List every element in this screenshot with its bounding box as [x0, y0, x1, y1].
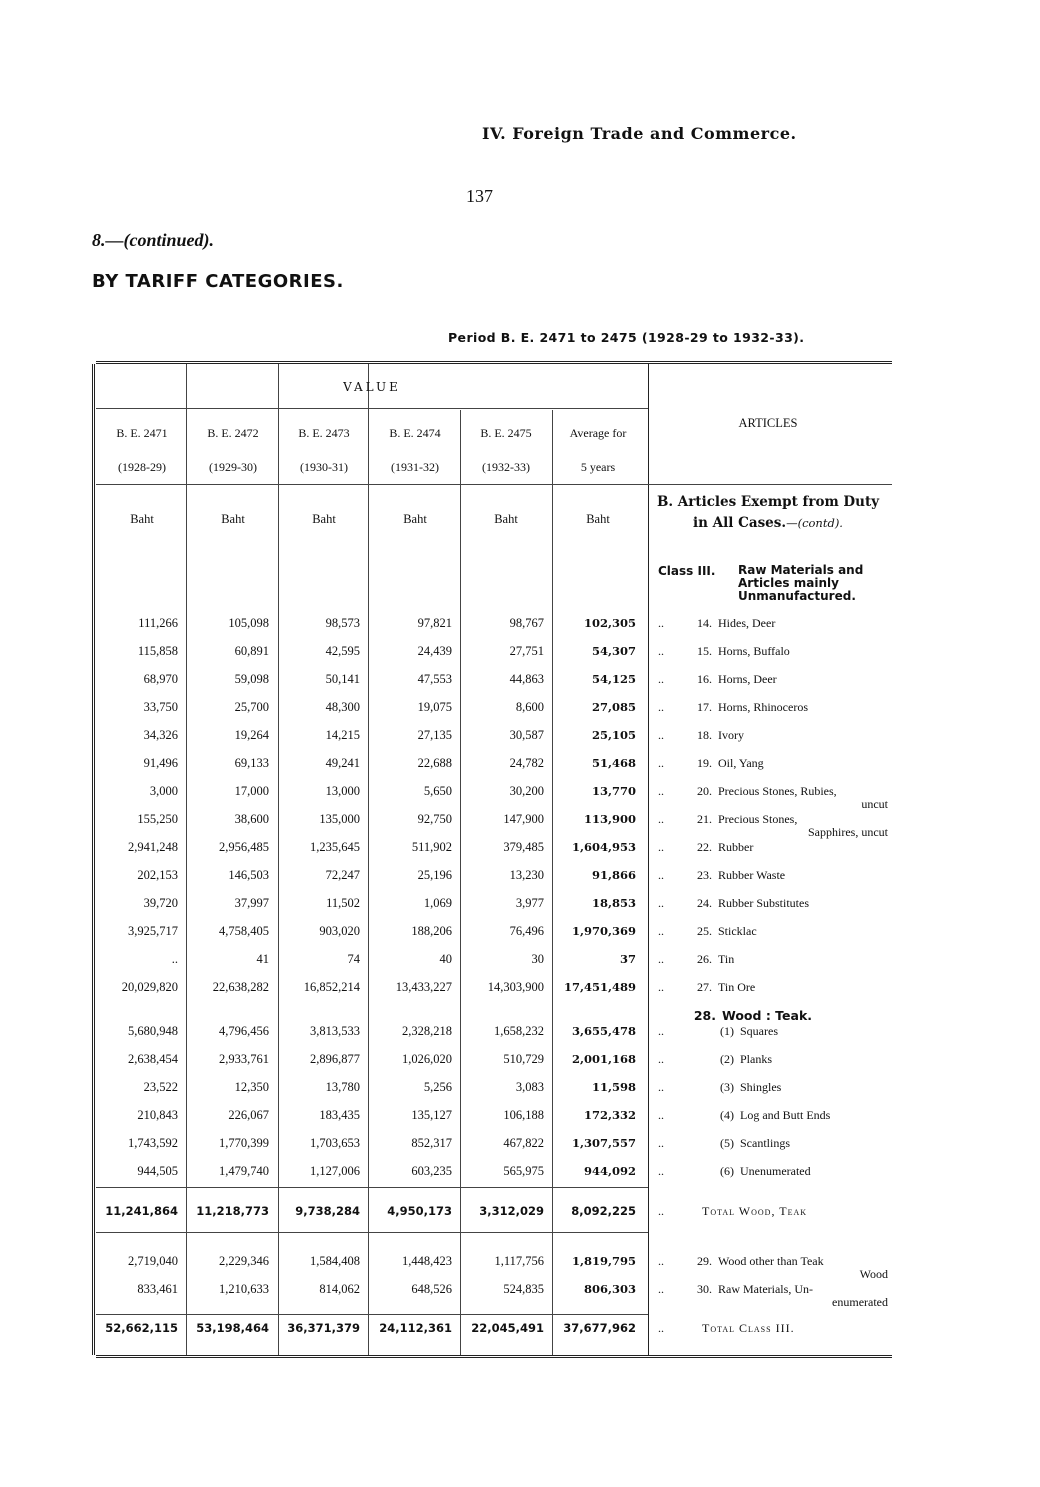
table-row [96, 896, 892, 916]
value-cell: 833,461 [137, 1282, 178, 1296]
value-cell: 48,300 [325, 700, 360, 714]
leader-dots: .. [658, 1024, 664, 1038]
value-cell: 903,020 [319, 924, 360, 938]
value-cell: 524,835 [503, 1282, 544, 1296]
value-cell: 40 [439, 952, 452, 966]
average-cell: 25,105 [591, 728, 636, 742]
article-name: Total Class III. [702, 1321, 795, 1335]
value-cell: 2,941,248 [128, 840, 178, 854]
value-cell: 226,067 [228, 1108, 269, 1122]
value-cell: 9,738,284 [295, 1204, 360, 1218]
leader-dots: .. [658, 728, 664, 742]
average-cell: 102,305 [583, 616, 636, 630]
value-cell: 22,638,282 [212, 980, 269, 994]
table-row [96, 952, 892, 972]
value-cell: 1,127,006 [310, 1164, 360, 1178]
article-number: (1) [720, 1024, 734, 1038]
value-cell: 23,522 [143, 1080, 178, 1094]
value-cell: 24,782 [509, 756, 544, 770]
value-cell: 648,526 [411, 1282, 452, 1296]
leader-dots: .. [658, 924, 664, 938]
article-label [702, 1204, 910, 1219]
table-row [96, 1024, 892, 1044]
article-name-cont: uncut [861, 797, 888, 811]
leader-dots: .. [658, 952, 664, 966]
article-name: Ivory [718, 728, 744, 742]
table-row [96, 1164, 892, 1184]
value-cell: 1,743,592 [128, 1136, 178, 1150]
table-row [96, 1052, 892, 1072]
section-heading: IV. Foreign Trade and Commerce. [482, 124, 797, 143]
value-cell: 1,069 [423, 896, 452, 910]
unit-label: Baht [130, 512, 154, 526]
article-name-cont: enumerated [832, 1295, 888, 1309]
article-name: Squares [740, 1024, 778, 1038]
value-cell: 814,062 [319, 1282, 360, 1296]
value-cell: 1,026,020 [402, 1052, 452, 1066]
value-cell: 42,595 [325, 644, 360, 658]
average-cell: 8,092,225 [571, 1204, 636, 1218]
value-cell: 2,719,040 [128, 1254, 178, 1268]
leader-dots: .. [658, 1052, 664, 1066]
article-number: (4) [720, 1108, 734, 1122]
trade-table [96, 361, 892, 1358]
value-cell: 1,479,740 [219, 1164, 269, 1178]
value-cell: 34,326 [143, 728, 178, 742]
subtitle: BY TARIFF CATEGORIES. [92, 271, 344, 292]
value-cell: 147,900 [503, 812, 544, 826]
table-row [96, 1254, 892, 1281]
value-cell: 155,250 [137, 812, 178, 826]
leader-dots: .. [658, 616, 664, 630]
leader-dots: .. [658, 1204, 664, 1218]
value-cell: 1,235,645 [310, 840, 360, 854]
value-cell: .. [171, 952, 178, 966]
value-cell: 111,266 [138, 616, 178, 630]
articles-title: ARTICLES [738, 416, 798, 430]
leader-dots: .. [658, 980, 664, 994]
article-label [680, 1254, 888, 1282]
article-name: Horns, Buffalo [718, 644, 790, 658]
article-number: 28. [693, 1008, 716, 1023]
value-cell: 20,029,820 [121, 980, 178, 994]
article-label [680, 980, 888, 995]
article-number: 27. [697, 980, 712, 994]
value-cell: 76,496 [509, 924, 544, 938]
leader-dots: .. [658, 896, 664, 910]
value-cell: 24,112,361 [379, 1321, 452, 1335]
value-cell: 25,196 [417, 868, 452, 882]
value-cell: 4,796,456 [219, 1024, 269, 1038]
value-cell: 5,680,948 [128, 1024, 178, 1038]
value-cell: 39,720 [143, 896, 178, 910]
article-label [680, 644, 888, 659]
article-number: 23. [697, 868, 712, 882]
article-number: 30. [697, 1282, 712, 1296]
article-label [680, 616, 888, 631]
value-cell: 44,863 [509, 672, 544, 686]
value-cell: 53,198,464 [196, 1321, 269, 1335]
table-row [96, 868, 892, 888]
value-cell: 14,303,900 [487, 980, 544, 994]
article-name: Rubber Substitutes [718, 896, 810, 910]
value-cell: 1,584,408 [310, 1254, 360, 1268]
article-label [716, 1024, 924, 1039]
article-number: 18. [697, 728, 712, 742]
article-name: Scantlings [740, 1136, 790, 1150]
value-cell: 49,241 [325, 756, 360, 770]
total-rule [96, 1232, 648, 1233]
article-name: Hides, Deer [718, 616, 776, 630]
value-cell: 13,230 [509, 868, 544, 882]
table-row [96, 924, 892, 944]
class-label: Class III. [658, 564, 716, 578]
average-cell: 3,655,478 [571, 1024, 636, 1038]
leader-dots: .. [658, 700, 664, 714]
value-cell: 2,896,877 [310, 1052, 360, 1066]
value-cell: 74 [347, 952, 360, 966]
value-cell: 1,448,423 [402, 1254, 452, 1268]
value-cell: 72,247 [325, 868, 360, 882]
total-rule [96, 1187, 648, 1188]
article-number: 16. [697, 672, 712, 686]
average-cell: 27,085 [591, 700, 636, 714]
value-cell: 11,218,773 [196, 1204, 269, 1218]
average-cell: 1,604,953 [571, 840, 636, 854]
value-cell: 511,902 [411, 840, 452, 854]
value-cell: 188,206 [411, 924, 452, 938]
leader-dots: .. [658, 840, 664, 854]
article-number: 24. [697, 896, 712, 910]
value-cell: 60,891 [234, 644, 269, 658]
value-cell: 603,235 [411, 1164, 452, 1178]
value-cell: 41 [256, 952, 269, 966]
value-cell: 30,587 [509, 728, 544, 742]
total-rule [96, 1314, 648, 1315]
value-cell: 135,127 [411, 1108, 452, 1122]
article-label [680, 700, 888, 715]
value-cell: 52,662,115 [105, 1321, 178, 1335]
value-cell: 3,083 [515, 1080, 544, 1094]
average-cell: 2,001,168 [571, 1052, 636, 1066]
table-row [96, 980, 892, 1000]
average-cell: 172,332 [583, 1108, 636, 1122]
table-row [96, 616, 892, 636]
value-cell: 68,970 [143, 672, 178, 686]
value-cell: 105,098 [228, 616, 269, 630]
leader-dots: .. [658, 756, 664, 770]
value-cell: 12,350 [234, 1080, 269, 1094]
value-cell: 115,858 [137, 644, 178, 658]
article-name: Planks [740, 1052, 773, 1066]
article-name: Oil, Yang [718, 756, 764, 770]
total-row [96, 1204, 892, 1224]
column-header: B. E. 2471 (1928-29) [116, 426, 168, 474]
average-cell: 1,970,369 [571, 924, 636, 938]
article-number: 21. [697, 812, 712, 826]
average-cell: 944,092 [583, 1164, 636, 1178]
article-name: Precious Stones, [718, 812, 798, 826]
table-row [96, 644, 892, 664]
article-label [680, 784, 888, 812]
article-name-cont: Sapphires, uncut [808, 825, 888, 839]
value-cell: 467,822 [503, 1136, 544, 1150]
article-label [702, 1321, 910, 1336]
table-row [96, 812, 892, 839]
value-cell: 47,553 [417, 672, 452, 686]
value-cell: 852,317 [411, 1136, 452, 1150]
value-cell: 135,000 [319, 812, 360, 826]
article-number: 14. [697, 616, 712, 630]
value-cell: 106,188 [503, 1108, 544, 1122]
unit-label: Baht [312, 512, 336, 526]
article-label [716, 1052, 924, 1067]
average-cell: 13,770 [591, 784, 636, 798]
value-cell: 4,950,173 [387, 1204, 452, 1218]
article-label [680, 672, 888, 687]
leader-dots: .. [658, 644, 664, 658]
article-number: 17. [697, 700, 712, 714]
article-label [680, 896, 888, 911]
leader-dots: .. [658, 1254, 664, 1268]
article-label [680, 756, 888, 771]
value-cell: 14,215 [325, 728, 360, 742]
page-number: 137 [466, 186, 493, 206]
value-cell: 30,200 [509, 784, 544, 798]
value-cell: 3,977 [515, 896, 544, 910]
value-cell: 944,505 [137, 1164, 178, 1178]
table-row [96, 756, 892, 776]
article-number: (5) [720, 1136, 734, 1150]
class-description: Raw Materials and Articles mainly Unmanufactured. [738, 563, 864, 603]
article-name: Unenumerated [740, 1164, 811, 1178]
value-cell: 22,688 [417, 756, 452, 770]
article-label [680, 1282, 888, 1310]
table-row [96, 1080, 892, 1100]
average-cell: 17,451,489 [563, 980, 636, 994]
article-name: Sticklac [718, 924, 757, 938]
section-b-heading: B. Articles Exempt from Duty in All Cases.—(contd). [656, 494, 880, 531]
average-cell: 37,677,962 [563, 1321, 636, 1335]
article-name: Rubber Waste [718, 868, 786, 882]
unit-label: Baht [221, 512, 245, 526]
leader-dots: .. [658, 1080, 664, 1094]
table-outer-border [92, 364, 95, 1355]
value-cell: 3,813,533 [310, 1024, 360, 1038]
leader-dots: .. [658, 868, 664, 882]
article-name: Shingles [740, 1080, 782, 1094]
article-name: Total Wood, Teak [702, 1204, 808, 1218]
value-cell: 4,758,405 [219, 924, 269, 938]
average-cell: 1,307,557 [571, 1136, 636, 1150]
unit-label: Baht [403, 512, 427, 526]
average-cell: 11,598 [591, 1080, 636, 1094]
value-cell: 38,600 [234, 812, 269, 826]
value-cell: 11,502 [326, 896, 360, 910]
value-cell: 2,328,218 [402, 1024, 452, 1038]
value-cell: 3,000 [149, 784, 178, 798]
article-name: Horns, Rhinoceros [718, 700, 808, 714]
article-name: Tin [718, 952, 735, 966]
value-cell: 22,045,491 [471, 1321, 544, 1335]
column-header: B. E. 2472 (1929-30) [207, 426, 259, 474]
value-cell: 2,933,761 [219, 1052, 269, 1066]
article-name: Tin Ore [718, 980, 756, 994]
value-cell: 5,650 [423, 784, 452, 798]
article-number: 15. [697, 644, 712, 658]
article-name: Raw Materials, Un- [718, 1282, 813, 1296]
value-cell: 16,852,214 [303, 980, 360, 994]
table-row [96, 700, 892, 720]
average-cell: 113,900 [583, 812, 636, 826]
average-cell: 54,307 [591, 644, 636, 658]
value-cell: 17,000 [234, 784, 269, 798]
table-row [96, 1136, 892, 1156]
table-row [96, 1108, 892, 1128]
average-cell: 51,468 [591, 756, 636, 770]
value-cell: 5,256 [423, 1080, 452, 1094]
value-title: VALUE [343, 380, 401, 394]
value-cell: 50,141 [325, 672, 360, 686]
value-cell: 510,729 [503, 1052, 544, 1066]
value-cell: 379,485 [503, 840, 544, 854]
value-cell: 3,312,029 [479, 1204, 544, 1218]
value-cell: 30 [531, 952, 544, 966]
leader-dots: .. [658, 784, 664, 798]
table-row [96, 840, 892, 860]
value-cell: 183,435 [319, 1108, 360, 1122]
value-cell: 92,750 [417, 812, 452, 826]
article-label [716, 1108, 924, 1123]
average-cell: 37 [619, 952, 636, 966]
table-row [96, 728, 892, 748]
value-cell: 25,700 [234, 700, 269, 714]
header-rule [96, 484, 892, 485]
value-cell: 36,371,379 [287, 1321, 360, 1335]
article-number: 20. [697, 784, 712, 798]
article-name: Rubber [718, 840, 754, 854]
article-name: Wood other than Teak [718, 1254, 824, 1268]
unit-label: Baht [586, 512, 610, 526]
value-cell: 97,821 [417, 616, 452, 630]
value-cell: 19,264 [234, 728, 269, 742]
value-cell: 59,098 [234, 672, 269, 686]
value-cell: 24,439 [417, 644, 452, 658]
article-number: 29. [697, 1254, 712, 1268]
article-label [716, 1164, 924, 1179]
leader-dots: .. [658, 812, 664, 826]
value-cell: 1,210,633 [219, 1282, 269, 1296]
value-cell: 98,767 [509, 616, 544, 630]
article-label [680, 840, 888, 855]
value-cell: 27,751 [509, 644, 544, 658]
value-cell: 13,000 [325, 784, 360, 798]
value-cell: 1,703,653 [310, 1136, 360, 1150]
article-name: Wood : Teak. [722, 1008, 813, 1023]
value-cell: 146,503 [228, 868, 269, 882]
value-cell: 1,117,756 [494, 1254, 544, 1268]
average-cell: 18,853 [591, 896, 636, 910]
article-number: 25. [697, 924, 712, 938]
article-label [680, 812, 888, 840]
article-number: (3) [720, 1080, 734, 1094]
value-cell: 3,925,717 [128, 924, 178, 938]
total-row [96, 1321, 892, 1341]
leader-dots: .. [658, 1108, 664, 1122]
value-cell: 11,241,864 [105, 1204, 178, 1218]
leader-dots: .. [658, 1136, 664, 1150]
article-number: 26. [697, 952, 712, 966]
average-cell: 1,819,795 [571, 1254, 636, 1268]
value-cell: 8,600 [515, 700, 544, 714]
column-header: B. E. 2475 (1932-33) [480, 426, 532, 474]
value-cell: 210,843 [137, 1108, 178, 1122]
article-name: Horns, Deer [718, 672, 777, 686]
leader-dots: .. [658, 1321, 664, 1335]
article-number: (2) [720, 1052, 734, 1066]
article-label [680, 868, 888, 883]
table-row [96, 1282, 892, 1309]
column-header: B. E. 2474 (1931-32) [389, 426, 441, 474]
article-number: 22. [697, 840, 712, 854]
column-header: Average for 5 years [569, 426, 627, 474]
article-label [680, 728, 888, 743]
value-cell: 69,133 [234, 756, 269, 770]
value-cell: 1,770,399 [219, 1136, 269, 1150]
leader-dots: .. [658, 672, 664, 686]
article-name: Log and Butt Ends [740, 1108, 831, 1122]
article-name-cont: Wood [859, 1267, 888, 1281]
table-row [96, 672, 892, 692]
leader-dots: .. [658, 1282, 664, 1296]
leader-dots: .. [658, 1164, 664, 1178]
value-cell: 2,229,346 [219, 1254, 269, 1268]
value-cell: 98,573 [325, 616, 360, 630]
average-cell: 91,866 [591, 868, 636, 882]
article-name: Precious Stones, Rubies, [718, 784, 837, 798]
article-number: (6) [720, 1164, 734, 1178]
table-row [96, 784, 892, 811]
period-line: Period B. E. 2471 to 2475 (1928-29 to 1932-33). [448, 330, 805, 345]
value-cell: 2,956,485 [219, 840, 269, 854]
article-label [716, 1136, 924, 1151]
article-label [680, 924, 888, 939]
value-cell: 565,975 [503, 1164, 544, 1178]
continued-label: 8.—(continued). [92, 230, 215, 250]
value-cell: 33,750 [143, 700, 178, 714]
value-cell: 91,496 [143, 756, 178, 770]
article-label [680, 952, 888, 967]
value-cell: 37,997 [234, 896, 269, 910]
value-cell: 1,658,232 [494, 1024, 544, 1038]
value-cell: 13,780 [325, 1080, 360, 1094]
average-cell: 54,125 [591, 672, 636, 686]
header-rule [96, 408, 648, 409]
average-cell: 806,303 [583, 1282, 636, 1296]
value-cell: 202,153 [137, 868, 178, 882]
value-cell: 13,433,227 [395, 980, 452, 994]
value-cell: 27,135 [417, 728, 452, 742]
article-number: 19. [697, 756, 712, 770]
article-label [716, 1080, 924, 1095]
column-header: B. E. 2473 (1930-31) [298, 426, 350, 474]
value-cell: 2,638,454 [128, 1052, 178, 1066]
unit-label: Baht [494, 512, 518, 526]
wood-heading [684, 1008, 892, 1023]
value-cell: 19,075 [417, 700, 452, 714]
